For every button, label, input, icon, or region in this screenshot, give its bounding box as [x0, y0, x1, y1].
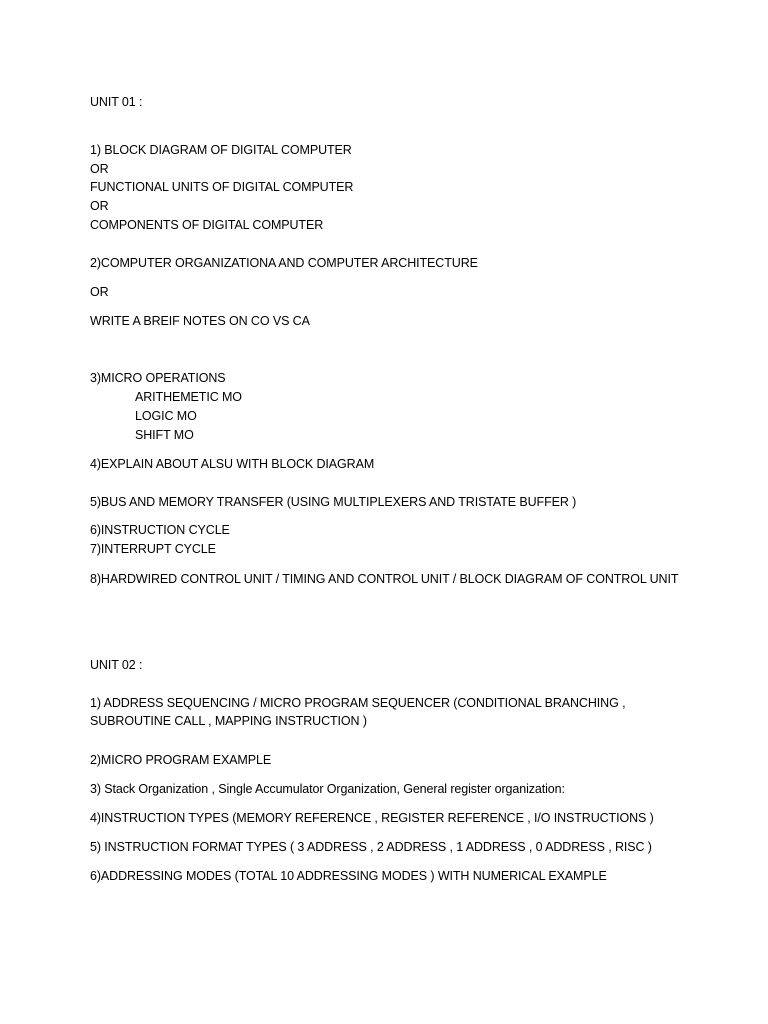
unit1-q3-line1: 3)MICRO OPERATIONS	[90, 371, 226, 385]
unit1-q5: 5)BUS AND MEMORY TRANSFER (USING MULTIPLEXERS AND TRISTATE BUFFER )	[90, 495, 577, 509]
unit1-q3-sub3: SHIFT MO	[135, 428, 194, 442]
unit1-q8: 8)HARDWIRED CONTROL UNIT / TIMING AND CONTROL UNIT / BLOCK DIAGRAM OF CONTROL UNIT	[90, 572, 679, 586]
unit1-q3-sub2: LOGIC MO	[135, 409, 197, 423]
unit2-q1: 1) ADDRESS SEQUENCING / MICRO PROGRAM SEQUENCER (CONDITIONAL BRANCHING , SUBROUTINE CALL , MAPPING INSTRUCTION )	[90, 696, 626, 728]
unit1-q2-or: OR	[90, 285, 109, 299]
unit1-q7: 7)INTERRUPT CYCLE	[90, 542, 216, 556]
unit1-q2-line2: WRITE A BREIF NOTES ON CO VS CA	[90, 314, 310, 328]
unit1-q1-line3: COMPONENTS OF DIGITAL COMPUTER	[90, 218, 324, 232]
unit1-heading: UNIT 01 :	[90, 95, 143, 109]
unit2-heading: UNIT 02 :	[90, 658, 143, 672]
unit1-q6: 6)INSTRUCTION CYCLE	[90, 523, 230, 537]
unit1-q2-line1: 2)COMPUTER ORGANIZATIONA AND COMPUTER ARCHITECTURE	[90, 256, 478, 270]
unit2-q5: 5) INSTRUCTION FORMAT TYPES ( 3 ADDRESS , 2 ADDRESS , 1 ADDRESS , 0 ADDRESS , RISC )	[90, 840, 652, 854]
unit1-q1-line2: FUNCTIONAL UNITS OF DIGITAL COMPUTER	[90, 180, 354, 194]
unit2-q6: 6)ADDRESSING MODES (TOTAL 10 ADDRESSING MODES ) WITH NUMERICAL EXAMPLE	[90, 869, 607, 883]
unit1-q1-line1: 1) BLOCK DIAGRAM OF DIGITAL COMPUTER	[90, 143, 352, 157]
unit1-q1-or2: OR	[90, 199, 109, 213]
unit1-q4: 4)EXPLAIN ABOUT ALSU WITH BLOCK DIAGRAM	[90, 457, 375, 471]
unit2-q4: 4)INSTRUCTION TYPES (MEMORY REFERENCE , REGISTER REFERENCE , I/O INSTRUCTIONS )	[90, 811, 654, 825]
unit2-q3: 3) Stack Organization , Single Accumulator Organization, General register organization:	[90, 782, 565, 796]
unit1-q1-or1: OR	[90, 162, 109, 176]
unit1-q3-sub1: ARITHEMETIC MO	[135, 390, 242, 404]
unit2-q2: 2)MICRO PROGRAM EXAMPLE	[90, 753, 272, 767]
